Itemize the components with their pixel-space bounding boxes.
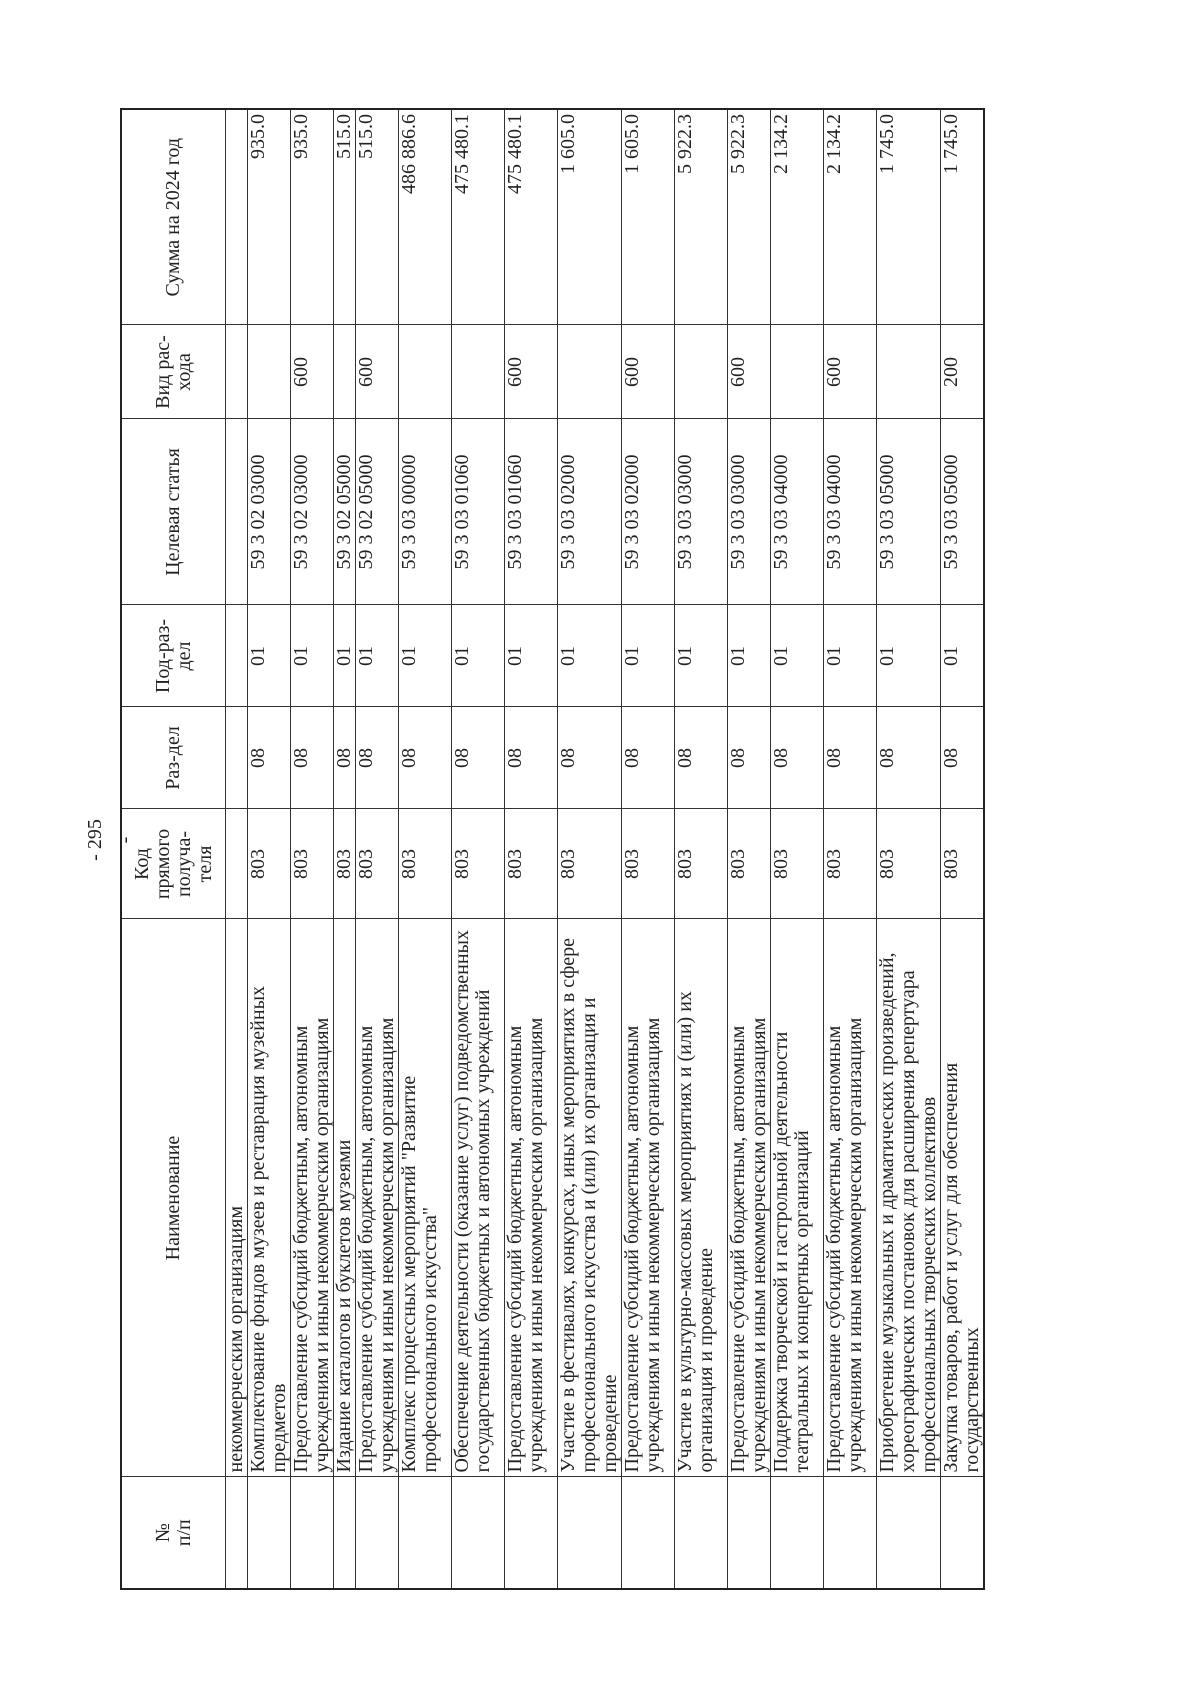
table-row <box>941 109 985 1589</box>
cell-recipient: 803 <box>824 809 877 919</box>
cell-num <box>291 1477 334 1589</box>
header-sum: Сумма на 2024 год <box>121 109 226 325</box>
cell-section: 08 <box>334 707 356 809</box>
cell-target: 59 3 03 04000 <box>824 419 877 605</box>
cell-subsection: 01 <box>771 605 824 707</box>
cell-sum: 935.0 <box>248 109 291 325</box>
cell-subsection: 01 <box>334 605 356 707</box>
cell-exp-type: 600 <box>824 325 877 419</box>
cell-section: 08 <box>248 707 291 809</box>
cell-recipient: 803 <box>941 809 985 919</box>
cell-name: Комплекс процессных мероприятий "Развитие профессионального искусства" <box>399 919 452 1477</box>
cell-recipient: 803 <box>334 809 356 919</box>
cell-name: Участие в фестивалях, конкурсах, иных мероприятиях в сфере профессионального искусства и (или) их организация и проведение <box>558 919 622 1477</box>
cell-section: 08 <box>771 707 824 809</box>
cell-exp-type <box>399 325 452 419</box>
cell-subsection: 01 <box>356 605 399 707</box>
cell-name: Предоставление субсидий бюджетным, автономным учреждениям и иным некоммерческим организациям <box>824 919 877 1477</box>
cell-section: 08 <box>399 707 452 809</box>
cell-subsection: 01 <box>248 605 291 707</box>
cell-subsection <box>226 605 248 707</box>
cell-recipient: 803 <box>675 809 728 919</box>
cell-section: 08 <box>728 707 771 809</box>
cell-exp-type: 600 <box>356 325 399 419</box>
cell-target: 59 3 03 00000 <box>399 419 452 605</box>
table-row <box>771 109 824 1589</box>
table-row <box>505 109 558 1589</box>
cell-recipient: 803 <box>771 809 824 919</box>
cell-exp-type <box>877 325 941 419</box>
cell-num <box>771 1477 824 1589</box>
cell-recipient: 803 <box>291 809 334 919</box>
cell-subsection: 01 <box>399 605 452 707</box>
cell-section: 08 <box>452 707 505 809</box>
budget-table <box>120 108 985 1590</box>
cell-subsection: 01 <box>622 605 675 707</box>
cell-name: Закупка товаров, работ и услуг для обеспечения государственных <box>941 919 985 1477</box>
table-row <box>356 109 399 1589</box>
page-number: - 295 - <box>84 819 136 861</box>
header-exp-type: Вид рас-хода <box>121 325 226 419</box>
cell-num <box>675 1477 728 1589</box>
cell-sum: 1 745.0 <box>941 109 985 325</box>
table-row <box>334 109 356 1589</box>
cell-num <box>824 1477 877 1589</box>
cell-sum: 515.0 <box>356 109 399 325</box>
cell-num <box>452 1477 505 1589</box>
cell-subsection: 01 <box>824 605 877 707</box>
cell-name: Участие в культурно-массовых мероприятиях и (или) их организация и проведение <box>675 919 728 1477</box>
cell-num <box>558 1477 622 1589</box>
cell-sum: 5 922.3 <box>728 109 771 325</box>
cell-recipient: 803 <box>399 809 452 919</box>
cell-section: 08 <box>622 707 675 809</box>
header-target: Целевая статья <box>121 419 226 605</box>
cell-name: Предоставление субсидий бюджетным, автономным учреждениям и иным некоммерческим организациям <box>728 919 771 1477</box>
cell-subsection: 01 <box>558 605 622 707</box>
cell-subsection: 01 <box>877 605 941 707</box>
cell-subsection: 01 <box>505 605 558 707</box>
cell-sum: 2 134.2 <box>824 109 877 325</box>
header-recipient: Код прямого получа-теля <box>121 809 226 919</box>
header-section: Раз-дел <box>121 707 226 809</box>
table-header-row <box>121 109 226 1589</box>
cell-name: Поддержка творческой и гастрольной деятельности театральных и концертных организаций <box>771 919 824 1477</box>
cell-exp-type <box>334 325 356 419</box>
cell-target: 59 3 03 02000 <box>622 419 675 605</box>
cell-section: 08 <box>356 707 399 809</box>
cell-subsection: 01 <box>452 605 505 707</box>
cell-sum: 2 134.2 <box>771 109 824 325</box>
cell-target: 59 3 02 05000 <box>334 419 356 605</box>
header-name: Наименование <box>121 919 226 1477</box>
cell-name: Комплектование фондов музеев и реставрация музейных предметов <box>248 919 291 1477</box>
cell-subsection: 01 <box>941 605 985 707</box>
cell-num <box>248 1477 291 1589</box>
cell-target: 59 3 03 04000 <box>771 419 824 605</box>
cell-sum: 475 480.1 <box>452 109 505 325</box>
cell-section: 08 <box>877 707 941 809</box>
cell-num <box>622 1477 675 1589</box>
cell-recipient: 803 <box>452 809 505 919</box>
cell-target: 59 3 02 03000 <box>248 419 291 605</box>
cell-recipient: 803 <box>728 809 771 919</box>
cell-exp-type: 600 <box>728 325 771 419</box>
cell-recipient: 803 <box>356 809 399 919</box>
cell-num <box>505 1477 558 1589</box>
cell-recipient: 803 <box>877 809 941 919</box>
cell-target: 59 3 03 02000 <box>558 419 622 605</box>
cell-name: Предоставление субсидий бюджетным, автономным учреждениям и иным некоммерческим организациям <box>356 919 399 1477</box>
cell-name: Приобретение музыкальных и драматических произведений, хореографических постановок для расширения репертуара профессиональных творческих коллективов <box>877 919 941 1477</box>
cell-sum: 5 922.3 <box>675 109 728 325</box>
cell-num <box>399 1477 452 1589</box>
table-row <box>877 109 941 1589</box>
table-row <box>248 109 291 1589</box>
cell-num <box>728 1477 771 1589</box>
cell-recipient: 803 <box>248 809 291 919</box>
cell-exp-type: 200 <box>941 325 985 419</box>
cell-name: Предоставление субсидий бюджетным, автономным учреждениям и иным некоммерческим организациям <box>505 919 558 1477</box>
table-body <box>226 109 985 1589</box>
table-row <box>824 109 877 1589</box>
cell-recipient: 803 <box>558 809 622 919</box>
budget-table-rotated <box>120 110 1072 1590</box>
cell-sum: 475 480.1 <box>505 109 558 325</box>
header-num: № п/п <box>121 1477 226 1589</box>
cell-name: Предоставление субсидий бюджетным, автономным учреждениям и иным некоммерческим организациям <box>622 919 675 1477</box>
cell-exp-type <box>675 325 728 419</box>
cell-target: 59 3 03 01060 <box>505 419 558 605</box>
cell-recipient <box>226 809 248 919</box>
table-row <box>399 109 452 1589</box>
cell-sum: 1 745.0 <box>877 109 941 325</box>
cell-section: 08 <box>505 707 558 809</box>
cell-section: 08 <box>941 707 985 809</box>
cell-exp-type <box>771 325 824 419</box>
cell-sum: 486 886.6 <box>399 109 452 325</box>
cell-section: 08 <box>291 707 334 809</box>
cell-name: некоммерческим организациям <box>226 919 248 1477</box>
cell-name: Издание каталогов и буклетов музеями <box>334 919 356 1477</box>
cell-exp-type: 600 <box>622 325 675 419</box>
cell-num <box>356 1477 399 1589</box>
cell-target: 59 3 02 03000 <box>291 419 334 605</box>
cell-subsection: 01 <box>291 605 334 707</box>
cell-subsection: 01 <box>728 605 771 707</box>
cell-sum <box>226 109 248 325</box>
cell-num <box>877 1477 941 1589</box>
cell-target: 59 3 03 05000 <box>877 419 941 605</box>
cell-exp-type <box>558 325 622 419</box>
cell-section: 08 <box>558 707 622 809</box>
cell-target: 59 3 03 03000 <box>675 419 728 605</box>
cell-section <box>226 707 248 809</box>
cell-subsection: 01 <box>675 605 728 707</box>
cell-exp-type <box>226 325 248 419</box>
cell-exp-type: 600 <box>505 325 558 419</box>
table-row <box>558 109 622 1589</box>
cell-name: Предоставление субсидий бюджетным, автономным учреждениям и иным некоммерческим организациям <box>291 919 334 1477</box>
cell-exp-type <box>248 325 291 419</box>
cell-exp-type <box>452 325 505 419</box>
table-row <box>452 109 505 1589</box>
cell-recipient: 803 <box>505 809 558 919</box>
table-row <box>291 109 334 1589</box>
cell-sum: 1 605.0 <box>622 109 675 325</box>
cell-section: 08 <box>675 707 728 809</box>
table-row <box>728 109 771 1589</box>
cell-num <box>226 1477 248 1589</box>
cell-sum: 1 605.0 <box>558 109 622 325</box>
table-row <box>675 109 728 1589</box>
cell-sum: 935.0 <box>291 109 334 325</box>
table-row <box>622 109 675 1589</box>
cell-target: 59 3 03 01060 <box>452 419 505 605</box>
cell-exp-type: 600 <box>291 325 334 419</box>
table-row <box>226 109 248 1589</box>
cell-num <box>941 1477 985 1589</box>
cell-target: 59 3 02 05000 <box>356 419 399 605</box>
cell-target: 59 3 03 03000 <box>728 419 771 605</box>
cell-name: Обеспечение деятельности (оказание услуг) подведомственных государственных бюджетных и автономных учреждений <box>452 919 505 1477</box>
header-subsection: Под-раз-дел <box>121 605 226 707</box>
cell-target: 59 3 03 05000 <box>941 419 985 605</box>
cell-num <box>334 1477 356 1589</box>
cell-target <box>226 419 248 605</box>
cell-section: 08 <box>824 707 877 809</box>
cell-recipient: 803 <box>622 809 675 919</box>
cell-sum: 515.0 <box>334 109 356 325</box>
